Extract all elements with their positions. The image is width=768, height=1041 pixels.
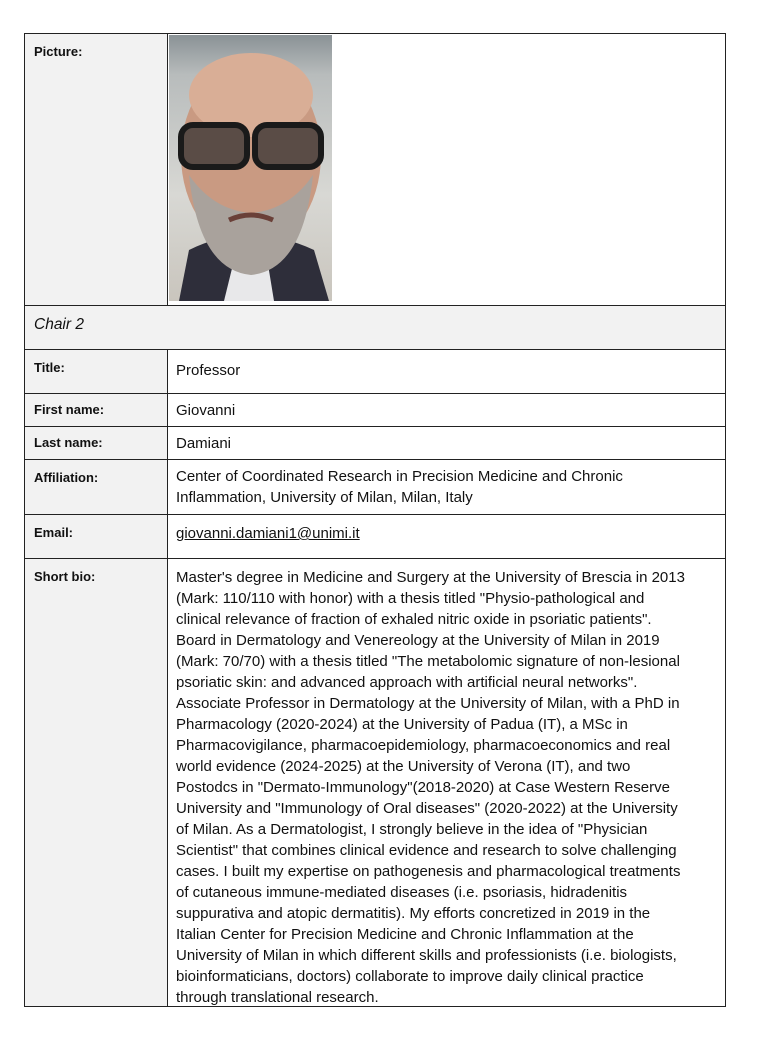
email-label: Email: [25,515,168,558]
picture-row [25,34,725,306]
email-link[interactable]: giovanni.damiani1@unimi.it [176,525,360,542]
last-name-value: Damiani [176,435,232,452]
profile-table [24,33,726,1007]
picture-label: Picture: [25,34,168,305]
short-bio-label: Short bio: [25,559,168,1006]
first-name-value: Giovanni [176,402,236,419]
portrait-illustration [169,35,332,301]
first-name-row [25,394,725,427]
affiliation-row [25,460,725,515]
affiliation-label: Affiliation: [25,460,168,514]
bio-row [25,559,725,1006]
last-name-label: Last name: [25,427,168,459]
picture-cell [168,34,725,305]
title-label: Title: [25,350,168,393]
title-row [25,350,725,394]
title-value: Professor [176,362,241,379]
email-row [25,515,725,559]
section-heading: Chair 2 [25,306,725,349]
first-name-label: First name: [25,394,168,426]
last-name-row [25,427,725,460]
affiliation-value: Center of Coordinated Research in Precision Medicine and Chronic Inflammation, University of Milan, Milan, Italy [176,468,623,506]
portrait-photo [169,35,332,301]
section-row [25,306,725,350]
short-bio-value: Master's degree in Medicine and Surgery at the University of Brescia in 2013 (Mark: 110/110 with honor) with a thesis titled "Physio-pathological and clinical relevance of fraction of exhaled nitric oxide in psoriatic patients". Board in Dermatology and Venereology at the University of Milan in 2019 (Mark: 70/70) with a thesis titled "The metabolomic signature of non-lesional psoriatic skin: and advanced approach with artificial neural networks". Associate Professor in Dermatology at the University of Milan, with a PhD in Pharmacology (2020-2024) at the University of Padua (IT), a MSc in Pharmacovigilance, pharmacoepidemiology, pharmacoeconomics and real world evidence (2024-2025) at the University of Verona (IT), and two Postodcs in "Dermato-Immunology"(2018-2020) at Case Western Reserve University and "Immunology of Oral diseases" (2020-2022) at the University of Milan. As a Dermatologist, I strongly believe in the idea of "Physician Scientist" that combines clinical evidence and research to solve challenging cases. I built my expertise on pathogenesis and pharmacological treatments of cutaneous immune-mediated diseases (i.e. psoriasis, hidradenitis suppurativa and atopic dermatitis). My efforts concretized in 2019 in the Italian Center for Precision Medicine and Chronic Inflammation at the University of Milan in which different skills and professionists (i.e. biologists, bioinformaticians, doctors) collaborate to improve daily clinical practice through translational research. [176,569,685,1006]
